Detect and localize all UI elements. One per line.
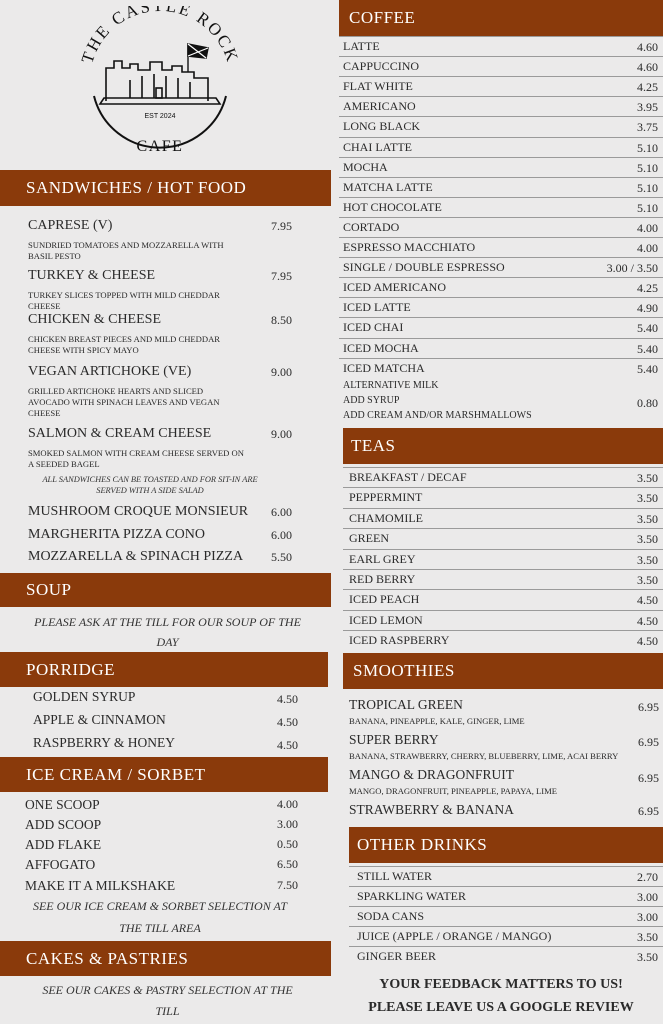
menu-item-price: 3.50 [637,511,658,526]
menu-item-price: 6.95 [638,771,659,785]
coffee-title: COFFEE [349,8,416,27]
menu-item-name: MUSHROOM CROQUE MONSIEUR [28,504,249,519]
menu-item-price: 7.95 [271,269,292,283]
menu-item-price: 4.25 [637,80,658,95]
menu-item-price: 3.50 [637,491,658,506]
row-divider [339,157,663,158]
menu-item-price: 9.00 [271,365,292,379]
menu-item-price: 4.90 [637,301,658,316]
menu-item-name: MARGHERITA PIZZA CONO [28,527,205,542]
menu-item-price: 4.50 [277,715,298,729]
soup-note: PLEASE ASK AT THE TILL FOR OUR SOUP OF THE DAY [34,615,301,649]
menu-item-name: ADD SCOOP [25,817,102,832]
menu-item-price: 3.50 [637,950,658,964]
menu-item-price: 4.50 [277,692,298,706]
menu-item-price: 3.75 [637,120,658,135]
menu-item-name: MANGO & DRAGONFRUIT [349,767,515,782]
row-divider [343,549,663,550]
menu-item-name: CHAMOMILE [349,510,423,525]
menu-item-name: PEPPERMINT [349,490,423,505]
row-divider [339,317,663,318]
menu-item-name: ICED MATCHA [343,360,425,375]
menu-item-name: LATTE [343,39,380,53]
menu-item-price: 5.10 [637,180,658,195]
menu-item-name: MATCHA LATTE [343,179,433,194]
menu-item-price: 3.00 [637,890,658,904]
cakes-title: CAKES & PASTRIES [26,948,189,968]
menu-item-name: SINGLE / DOUBLE ESPRESSO [343,260,505,275]
menu-item-name: AMERICANO [343,99,416,114]
menu-item-name: APPLE & CINNAMON [33,712,166,727]
sandwich-note: ALL SANDWICHES CAN BE TOASTED AND FOR SIT-IN ARE SERVED WITH A SIDE SALAD [42,475,258,495]
menu-item-price: 7.50 [277,878,298,892]
row-divider [339,257,663,258]
menu-item-name: LONG BLACK [343,119,420,134]
row-divider [339,56,663,57]
row-divider [349,886,663,887]
row-divider [339,116,663,117]
menu-item-price: 0.50 [277,837,298,851]
menu-item-price: 6.95 [638,700,659,714]
row-divider [339,338,663,339]
other-drinks-title: OTHER DRINKS [357,835,488,854]
menu-item-name: ONE SCOOP [25,797,100,812]
menu-item-name: SODA CANS [357,909,425,923]
menu-item-price: 6.95 [638,804,659,818]
section-header-porridge [0,652,328,687]
section-header-cakes [0,941,331,976]
row-divider [343,528,663,529]
menu-item-name: ICED MOCHA [343,340,419,355]
menu-item-price: 6.00 [271,505,292,519]
menu-item-name: ADD SYRUP [343,395,400,406]
row-divider [339,277,663,278]
menu-item-name: GOLDEN SYRUP [33,689,136,704]
icecream-note: SEE OUR ICE CREAM & SORBET SELECTION AT THE TILL AREA [32,899,288,935]
menu-item-name: ESPRESSO MACCHIATO [343,240,476,254]
menu-item-price: 9.00 [271,427,292,441]
svg-text:THE CASTLE ROCK [78,6,243,66]
row-divider [339,297,663,298]
menu-item-price: 4.60 [637,60,658,75]
menu-item-price: 3.00 / 3.50 [606,261,658,276]
menu-item-name: CORTADO [343,219,400,234]
menu-item-name: SALMON & CREAM CHEESE [28,426,212,441]
row-divider [349,946,663,947]
row-divider [343,467,663,468]
row-divider [339,197,663,198]
menu-item-price: 3.50 [637,930,658,944]
menu-item-price: 3.50 [637,573,658,587]
menu-item-name: ICED LATTE [343,300,411,315]
section-header-other-drinks [349,827,663,863]
menu-item-price: 7.95 [271,219,292,233]
menu-item-price: 4.50 [637,593,658,608]
menu-item-price: 5.50 [271,550,292,564]
logo-cafe: CAFE [136,138,184,155]
menu-item-price: 3.95 [637,100,658,115]
row-divider [339,137,663,138]
section-header-soup [0,573,331,607]
row-divider [339,96,663,97]
castle-icon [100,44,220,104]
menu-item-price: 5.40 [637,361,658,376]
menu-item-name: STILL WATER [357,869,432,883]
menu-item-name: GREEN [349,531,389,546]
menu-item-desc: MANGO, DRAGONFRUIT, PINEAPPLE, PAPAYA, LIME [349,786,558,796]
menu-item-price: 4.00 [637,241,658,255]
row-divider [343,569,663,570]
menu-item-name: BREAKFAST / DECAF [349,470,467,484]
menu-item-name: ICED RASPBERRY [349,633,450,648]
teas-title: TEAS [351,436,396,455]
cafe-logo [70,6,250,156]
review-line: PLEASE LEAVE US A GOOGLE REVIEW [368,1000,634,1015]
cakes-note: SEE OUR CAKES & PASTRY SELECTION AT THE TILL [42,983,293,1018]
sandwiches-title: SANDWICHES / HOT FOOD [26,178,247,197]
menu-item-name: FLAT WHITE [343,79,413,94]
menu-item-price: 4.50 [637,634,658,649]
menu-item-name: ICED CHAI [343,320,404,335]
section-header-icecream [0,757,328,792]
menu-item-name: ICED LEMON [349,612,423,627]
feedback-line: YOUR FEEDBACK MATTERS TO US! [379,977,623,992]
section-header-sandwiches [0,170,331,206]
row-divider [339,237,663,238]
row-divider [343,487,663,488]
logo-name: THE CAS LE ROCK [77,6,243,66]
menu-item-price: 4.50 [637,613,658,628]
logo-est: EST 2024 [144,113,176,120]
menu-item-name: EARL GREY [349,551,416,566]
menu-item-name: CHAI LATTE [343,139,412,154]
row-divider [339,217,663,218]
row-divider [343,610,663,611]
menu-item-price: 4.00 [637,220,658,235]
row-divider [349,926,663,927]
menu-item-price: 5.40 [637,321,658,336]
soup-title: SOUP [26,580,72,599]
row-divider [349,906,663,907]
menu-item-name: VEGAN ARTICHOKE (VE) [28,364,192,379]
menu-item-price: 6.95 [638,735,659,749]
menu-item-name: TURKEY & CHEESE [28,268,156,283]
menu-item-price: 5.10 [637,160,658,175]
row-divider [349,866,663,867]
menu-item-name: MOCHA [343,159,388,174]
menu-item-name: STRAWBERRY & BANANA [349,802,514,817]
menu-item-price: 6.00 [271,528,292,542]
menu-item-desc: GRILLED ARTICHOKE HEARTS AND SLICED AVOCADO WITH SPINACH LEAVES AND VEGAN CHEESE [28,386,220,418]
row-divider [343,508,663,509]
menu-item-name: MOZZARELLA & SPINACH PIZZA [28,549,244,564]
menu-item-price: 4.25 [637,281,658,296]
menu-item-desc: SUNDRIED TOMATOES AND MOZZARELLA WITH BASIL PESTO [28,240,224,261]
section-header-smoothies [343,653,663,689]
row-divider [339,76,663,77]
menu-item-name: HOT CHOCOLATE [343,199,442,214]
menu-item-price: 3.00 [637,910,658,924]
row-divider [339,36,663,37]
menu-item-price: 6.50 [277,857,298,871]
smoothies-title: SMOOTHIES [353,661,455,680]
menu-item-name: CAPPUCCINO [343,59,420,74]
menu-item-name: CHICKEN & CHEESE [28,312,161,327]
porridge-title: PORRIDGE [26,659,116,679]
menu-item-name: ICED PEACH [349,592,420,607]
menu-item-price: 0.80 [637,396,658,410]
menu-item-name: MAKE IT A MILKSHAKE [25,878,176,893]
menu-item-price: 5.10 [637,200,658,215]
menu-item-name: SPARKLING WATER [357,889,467,903]
icecream-title: ICE CREAM / SORBET [26,764,206,784]
section-header-teas [343,428,663,464]
menu-item-price: 8.50 [271,313,292,327]
menu-item-name: ICED AMERICANO [343,280,447,295]
menu-item-price: 3.00 [277,817,298,831]
menu-item-name: ADD CREAM AND/OR MARSHMALLOWS [343,410,532,421]
menu-item-name: TROPICAL GREEN [349,697,463,712]
menu-item-desc: BANANA, PINEAPPLE, KALE, GINGER, LIME [349,716,525,726]
menu-item-desc: SMOKED SALMON WITH CREAM CHEESE SERVED ON A SEEDED BAGEL [28,448,244,469]
menu-item-name: RED BERRY [349,572,416,586]
menu-item-name: AFFOGATO [25,857,96,872]
menu-item-price: 4.50 [277,738,298,752]
menu-item-price: 5.10 [637,140,658,155]
menu-item-price: 2.70 [637,870,658,884]
menu-item-price: 3.50 [637,471,658,485]
menu-item-name: ALTERNATIVE MILK [343,380,439,391]
menu-item-price: 4.60 [637,40,658,54]
row-divider [343,589,663,590]
menu-item-name: SUPER BERRY [349,732,439,747]
menu-item-desc: TURKEY SLICES TOPPED WITH MILD CHEDDAR CHEESE [28,290,220,311]
menu-item-name: RASPBERRY & HONEY [33,735,176,750]
section-header-coffee [339,0,663,36]
row-divider [339,358,663,359]
menu-item-name: ADD FLAKE [25,837,102,852]
menu-item-name: JUICE (APPLE / ORANGE / MANGO) [357,929,552,943]
menu-item-desc: CHICKEN BREAST PIECES AND MILD CHEDDAR CHEESE WITH SPICY MAYO [28,334,221,355]
menu-item-price: 3.50 [637,552,658,567]
menu-item-name: CAPRESE (V) [28,218,113,233]
row-divider [339,177,663,178]
menu-item-desc: BANANA, STRAWBERRY, CHERRY, BLUEBERRY, LIME, ACAI BERRY [349,751,619,761]
menu-item-name: GINGER BEER [357,949,436,963]
menu-item-price: 5.40 [637,341,658,356]
menu-item-price: 4.00 [277,797,298,811]
menu-item-price: 3.50 [637,532,658,547]
row-divider [343,630,663,631]
